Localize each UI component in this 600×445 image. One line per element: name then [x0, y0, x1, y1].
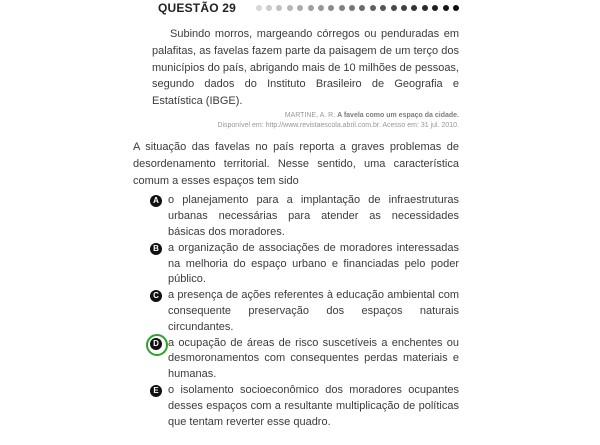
option-text: a ocupação de áreas de risco suscetíveis a enchentes ou desmoronamentos com consequentes perdas materiais e humanas. [168, 336, 459, 381]
passage-citation [133, 111, 459, 132]
option-row[interactable] [150, 383, 459, 430]
header-dots [256, 5, 459, 11]
option-text: a organização de associações de moradores interessadas na melhoria do espaço urbano e financiadas pelo poder público. [168, 241, 459, 286]
dot [318, 5, 324, 11]
citation-author: MARTINE, A. R. [284, 111, 338, 119]
option-letter-icon: A [150, 195, 162, 207]
dot [401, 5, 407, 11]
option-letter-badge [150, 384, 163, 397]
dot [266, 5, 272, 11]
option-text: o planejamento para a implantação de infraestruturas urbanas necessárias para atender as necessidades básicas dos moradores. [168, 194, 459, 238]
dot [391, 5, 397, 11]
option-row[interactable] [150, 241, 459, 288]
citation-title: A favela como um espaço da cidade. [337, 111, 459, 119]
question-header [133, 2, 459, 14]
option-row[interactable] [150, 193, 459, 240]
question-number-title: QUESTÃO 29 [158, 1, 237, 15]
option-letter-badge [150, 337, 163, 350]
dot [432, 5, 438, 11]
dot [359, 5, 365, 11]
option-row[interactable] [150, 288, 459, 335]
question-content [133, 2, 459, 430]
dot [411, 5, 417, 11]
option-letter-badge [150, 242, 163, 255]
dot [370, 5, 376, 11]
option-text: o isolamento socioeconômico dos moradores ocupantes desses espaços com a resultante multiplicação de políticas que tentam reverter esse quadro. [168, 383, 459, 428]
option-letter-icon: E [150, 385, 162, 397]
dot [422, 5, 428, 11]
dot [380, 5, 386, 11]
dot [297, 5, 303, 11]
dot [328, 5, 334, 11]
option-letter-icon: D [150, 338, 162, 350]
dot [339, 5, 345, 11]
dot [453, 5, 459, 11]
option-letter-icon: C [150, 290, 162, 302]
dot [276, 5, 282, 11]
option-letter-badge [150, 289, 163, 302]
passage-text: Subindo morros, margeando córregos ou penduradas em palafitas, as favelas fazem parte da paisagem de um terço dos municípios do país, abrigando mais de 10 milhões de pessoas, segundo dados do Instituto Brasileiro de Geografia e Estatística (IBGE). [152, 28, 459, 108]
option-letter-badge [150, 194, 163, 207]
question-stem: A situação das favelas no país reporta a graves problemas de desordenamento territorial. Nesse sentido, uma característica comum a esses espaços tem sido [133, 140, 459, 187]
option-letter-icon: B [150, 243, 162, 255]
option-text: a presença de ações referentes à educação ambiental com consequente preservação dos espaços naturais circundantes. [168, 289, 459, 333]
citation-source: Disponível em: http://www.revistaescola.abril.com.br. Acesso em: 31 jul. 2010. [217, 122, 459, 130]
dot [287, 5, 293, 11]
option-row[interactable] [150, 336, 459, 383]
options-list [133, 193, 459, 430]
dot [256, 5, 262, 11]
dot [349, 5, 355, 11]
dot [308, 5, 314, 11]
citation-reference [133, 111, 459, 122]
dot [443, 5, 449, 11]
